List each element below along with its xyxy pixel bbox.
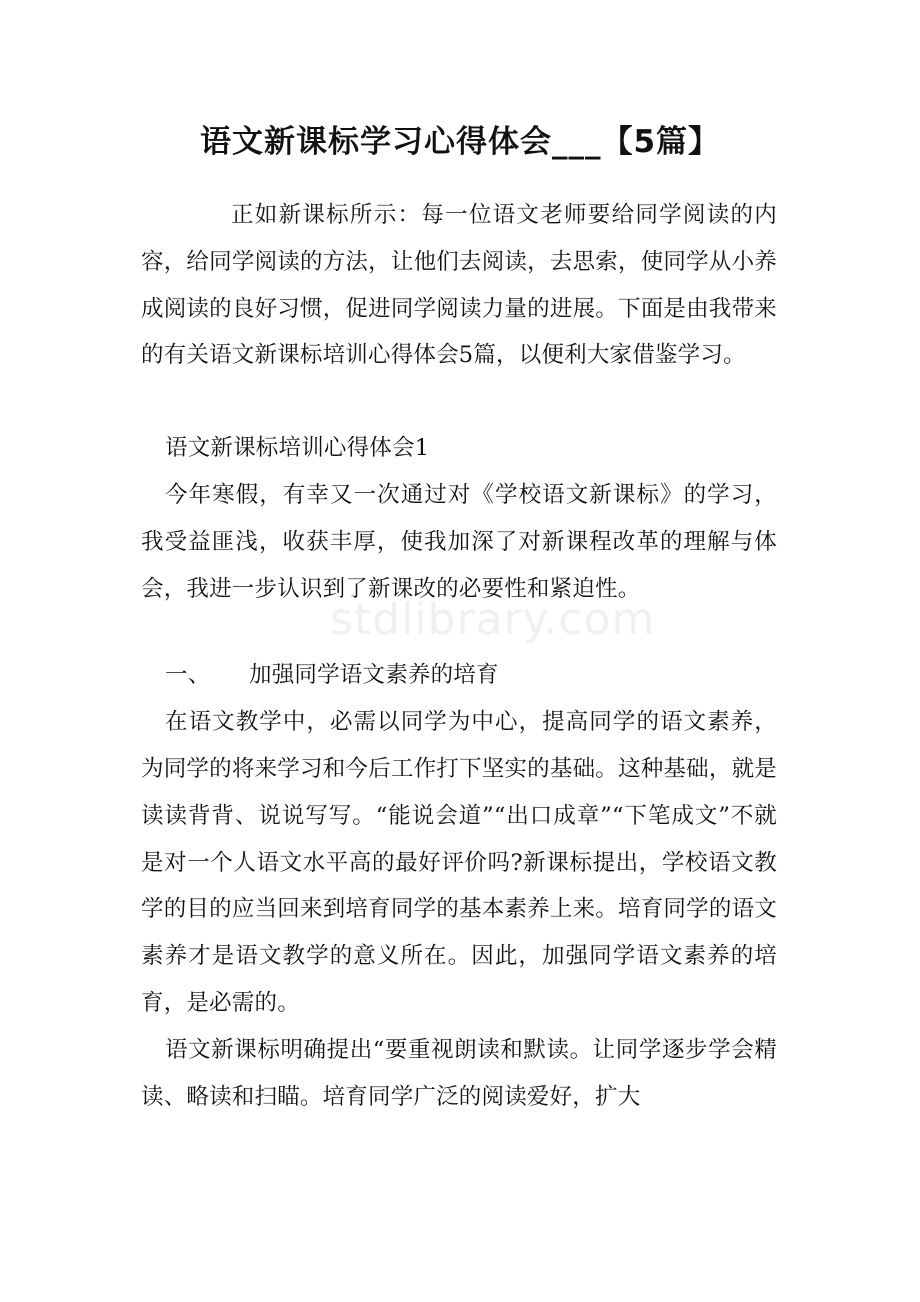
section-paragraph: 今年寒假，有幸又一次通过对《学校语文新课标》的学习，我受益匪浅，收获丰厚，使我加深了对新课程改革的理解与体会，我进一步认识到了新课改的必要性和紧迫性。 [141, 481, 777, 602]
document-body [141, 192, 777, 1120]
subsection-number: 一、 [165, 662, 211, 689]
subsection-heading [141, 652, 777, 699]
subsection-paragraph: 语文新课标明确提出“要重视朗读和默读。让同学逐步学会精读、略读和扫瞄。培育同学广泛的阅读爱好，扩大 [141, 1036, 777, 1110]
section-heading: 语文新课标培训心得体会1 [165, 435, 430, 462]
subsection-paragraph: 在语文教学中，必需以同学为中心，提高同学的语文素养，为同学的将来学习和今后工作打下坚实的基础。这种基础，就是读读背背、说说写写。“能说会道”“出口成章”“下笔成文”不就是对一个人语文水平高的最好评价吗?新课标提出，学校语文教学的目的应当回来到培育同学的基本素养上来。培育同学的语文素养才是语文教学的意义所在。因此，加强同学语文素养的培育，是必需的。 [141, 709, 777, 1016]
watermark: stdlibrary.com [330, 594, 656, 645]
document-title: 语文新课标学习心得体会___【5篇】 [199, 124, 721, 160]
subsection-title: 加强同学语文素养的培育 [249, 662, 499, 689]
intro-paragraph: 正如新课标所示：每一位语文老师要给同学阅读的内容，给同学阅读的方法，让他们去阅读，去思索，使同学从小养成阅读的良好习惯，促进同学阅读力量的进展。下面是由我带来的有关语文新课标培训心得体会5篇，以便利大家借鉴学习。 [141, 202, 777, 369]
